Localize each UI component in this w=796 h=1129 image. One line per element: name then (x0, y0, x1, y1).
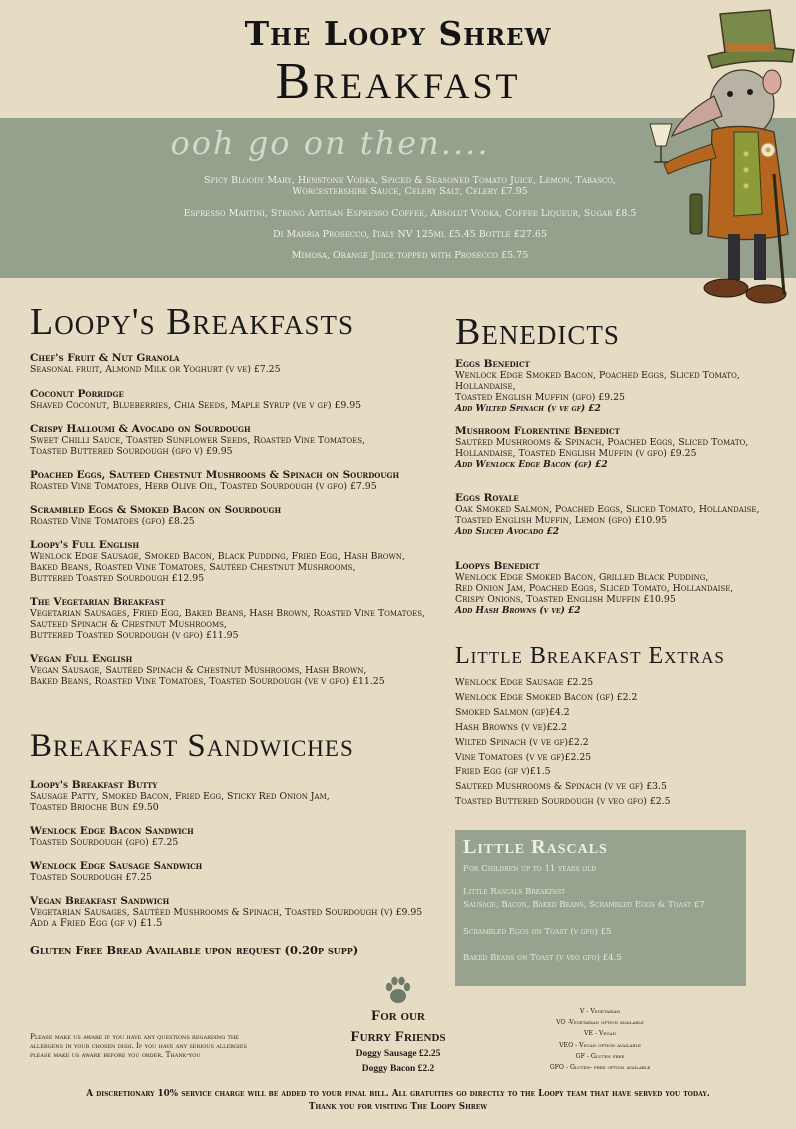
item-name: Wenlock Edge Bacon Sandwich (30, 825, 194, 837)
furry-friends-title-line1: For our (371, 1008, 425, 1024)
item-name: The Vegetarian Breakfast (30, 596, 165, 608)
drink-bloody-mary-line1: Spicy Bloody Mary, Henstone Vodka, Spiced & Seasoned Tomato Juice, Lemon, Tabasco, (203, 175, 616, 186)
menu-item (30, 895, 422, 929)
item-name: Vegan Full English (30, 653, 133, 665)
item-name: Poached Eggs, Sauteed Chestnut Mushrooms & Spinach on Sourdough (30, 469, 400, 481)
menu-item (30, 423, 365, 457)
item-description: Seasonal fruit, Almond Milk or Yoghurt (v ve) £7.25 (30, 364, 281, 375)
allergy-note: Please make us aware if you have any questions regarding the allergens in your chosen dish. If you have any serious allergies please make us aware before you order. Thank-you (30, 1032, 247, 1059)
dietary-key (520, 1006, 680, 1073)
rascals-item-name: Little Rascals Breakfast (463, 887, 566, 897)
item-name: Coconut Porridge (30, 388, 124, 400)
key-entry: V - Vegetarian (579, 1008, 621, 1015)
item-description: Oak Smoked Salmon, Poached Eggs, Sliced Tomato, Hollandaise, Toasted English Muffin, Lemon (gfo) £10.95 (455, 504, 760, 526)
menu-item (455, 358, 796, 415)
item-addon: Add Sliced Avocado £2 (455, 527, 560, 537)
rascals-item: Scrambled Eggs on Toast (v gfo) £5 (463, 927, 612, 937)
item-description: Wenlock Edge Smoked Bacon, Grilled Black Pudding, Red Onion Jam, Poached Eggs, Sliced Tomato, Hollandaise, Crispy Onions, Toasted English Muffin £10.95 (455, 572, 734, 605)
item-description: Wenlock Edge Sausage, Smoked Bacon, Black Pudding, Fried Egg, Hash Brown, Baked Beans, Roasted Vine Tomatoes, Sautéed Chestnut Mushrooms, Buttered Toasted Sourdough £12.95 (30, 551, 405, 584)
extras-item: Vine Tomatoes (v ve gf)£2.25 (455, 751, 592, 763)
venue-name: The Loopy Shrew (244, 14, 552, 53)
breakfasts-heading: Loopy's Breakfasts (30, 301, 354, 343)
rascals-item: Baked Beans on Toast (v veo gfo) £4.5 (463, 953, 622, 963)
item-description: Toasted Sourdough £7.25 (30, 872, 152, 883)
item-name: Eggs Benedict (455, 358, 530, 370)
extras-item: Wenlock Edge Sausage £2.25 (455, 677, 594, 688)
drink-bloody-mary-line2: Worcestershire Sauce, Celery Salt, Celery £7.95 (292, 186, 528, 197)
key-entry: GF - Gluten free (575, 1052, 625, 1060)
item-name: Loopys Benedict (455, 560, 540, 572)
menu-item (30, 779, 330, 813)
item-name: Loopy's Breakfast Butty (30, 779, 158, 791)
item-description: Sausage Patty, Smoked Bacon, Fried Egg, Sticky Red Onion Jam, Toasted Brioche Bun £9.50 (30, 791, 330, 813)
item-name: Mushroom Florentine Benedict (455, 425, 620, 437)
extras-item: Wenlock Edge Smoked Bacon (gf) £2.2 (455, 691, 638, 703)
item-description: Roasted Vine Tomatoes (gfo) £8.25 (30, 516, 195, 527)
fried-egg-addon: Add a Fried Egg (gf v) £1.5 (30, 918, 163, 929)
extras-heading: Little Breakfast Extras (455, 643, 725, 669)
item-description: Roasted Vine Tomatoes, Herb Olive Oil, Toasted Sourdough (v gfo) £7.95 (30, 481, 377, 492)
item-description: Sweet Chilli Sauce, Toasted Sunflower Seeds, Roasted Vine Tomatoes, Toasted Buttered Sourdough (gfo v) £9.95 (30, 435, 365, 457)
menu-item (30, 539, 405, 584)
item-addon: Add Wenlock Edge Bacon (gf) £2 (455, 460, 608, 470)
furry-friends-title-line2: Furry Friends (350, 1029, 446, 1045)
menu-item (30, 504, 281, 527)
sandwiches-heading: Breakfast Sandwiches (30, 728, 354, 764)
tagline: ooh go on then.... (170, 124, 490, 162)
menu-item (30, 825, 194, 848)
menu-item (455, 425, 748, 471)
benedicts-heading: Benedicts (455, 311, 620, 353)
menu-item (30, 653, 385, 687)
doggy-bacon: Doggy Bacon £2.2 (361, 1064, 435, 1074)
item-addon: Add Hash Browns (v ve) £2 (455, 606, 581, 616)
item-name: Vegan Breakfast Sandwich (30, 895, 170, 907)
item-description: Vegetarian Sausages, Sautéed Mushrooms & Spinach, Toasted Sourdough (v) £9.95 (30, 907, 423, 918)
item-name: Scrambled Eggs & Smoked Bacon on Sourdough (30, 504, 282, 516)
menu-item (30, 596, 425, 641)
gluten-free-text: Gluten Free Bread Available upon request (0.20p supp) (30, 943, 359, 957)
key-entry: VE - Vegan (584, 1030, 616, 1038)
key-entry: VO -Vegetarian option available (556, 1019, 644, 1027)
little-rascals-box (455, 830, 746, 986)
gluten-free-note (30, 944, 358, 956)
menu-item (455, 492, 759, 538)
drink-prosecco: Di Marria Prosecco, Italy NV 125ml £5.45 Bottle £27.65 (273, 229, 547, 240)
menu-title: Breakfast (275, 53, 521, 110)
shrew-mascot-illustration (642, 4, 796, 308)
rascals-heading: Little Rascals (463, 836, 608, 858)
item-description: Vegan Sausage, Sautéed Spinach & Chestnut Mushrooms, Hash Brown, Baked Beans, Roasted Vine Tomatoes, Toasted Sourdough (ve v gfo) £11.25 (30, 665, 385, 687)
menu-item (30, 388, 361, 411)
item-description: Shaved Coconut, Blueberries, Chia Seeds, Maple Syrup (ve v gf) £9.95 (30, 400, 362, 411)
item-name: Crispy Halloumi & Avocado on Sourdough (30, 423, 251, 435)
rascals-subtitle: For Children up to 11 years old (463, 864, 596, 874)
thank-you-note: Thank you for visiting The Loopy Shrew (308, 1102, 488, 1112)
menu-item (30, 860, 202, 883)
rascals-item-description: Sausage, Bacon, Baked Beans, Scrambled Eggs & Toast £7 (463, 900, 705, 910)
item-description: Wenlock Edge Smoked Bacon, Poached Eggs, Sliced Tomato, Hollandaise, Toasted English Muffin (gfo) £9.25 (455, 370, 740, 403)
drink-espresso-martini: Espresso Martini, Strong Artisan Espresso Coffee, Absolut Vodka, Coffee Liqueur, Sugar £8.5 (183, 208, 637, 219)
service-charge-note: A discretionary 10% service charge will be added to your final bill. All gratuities go directly to the Loopy team that have served you today. (86, 1089, 710, 1099)
paw-print-icon (382, 974, 414, 1006)
extras-item: Wilted Spinach (v ve gf)£2.2 (455, 736, 589, 748)
item-description: Sautéed Mushrooms & Spinach, Poached Eggs, Sliced Tomato, Hollandaise, Toasted English Muffin (v gfo) £9.25 (455, 437, 749, 459)
extras-item: Toasted Buttered Sourdough (v veo gfo) £2.5 (455, 796, 671, 808)
item-name: Eggs Royale (455, 492, 519, 504)
item-addon: Add Wilted Spinach (v ve gf) £2 (455, 404, 601, 414)
menu-item (455, 560, 733, 617)
extras-item: Hash Browns (v ve)£2.2 (455, 721, 568, 733)
item-description: Toasted Sourdough (gfo) £7.25 (30, 837, 179, 848)
extras-item: Smoked Salmon (gf)£4.2 (455, 706, 570, 718)
drink-mimosa: Mimosa, Orange Juice topped with Prosecco £5.75 (291, 250, 529, 261)
item-name: Loopy's Full English (30, 539, 140, 551)
extras-item: Fried Egg (gf v)£1.5 (455, 766, 551, 778)
doggy-sausage: Doggy Sausage £2.25 (355, 1049, 441, 1059)
extras-list (455, 676, 671, 810)
extras-item: Sauteed Mushrooms & Spinach (v ve gf) £3.5 (455, 781, 667, 793)
key-entry: VEO - Vegan option available (559, 1041, 641, 1049)
menu-item (30, 469, 399, 492)
key-entry: GFO - Gluten- free option available (549, 1064, 651, 1072)
item-name: Wenlock Edge Sausage Sandwich (30, 860, 203, 872)
menu-item (30, 352, 281, 375)
item-description: Vegetarian Sausages, Fried Egg, Baked Beans, Hash Brown, Roasted Vine Tomatoes, Sauteed Spinach & Chestnut Mushrooms, Buttered Toasted Sourdough (v gfo) £11.95 (30, 608, 426, 641)
item-name: Chef's Fruit & Nut Granola (30, 352, 180, 364)
